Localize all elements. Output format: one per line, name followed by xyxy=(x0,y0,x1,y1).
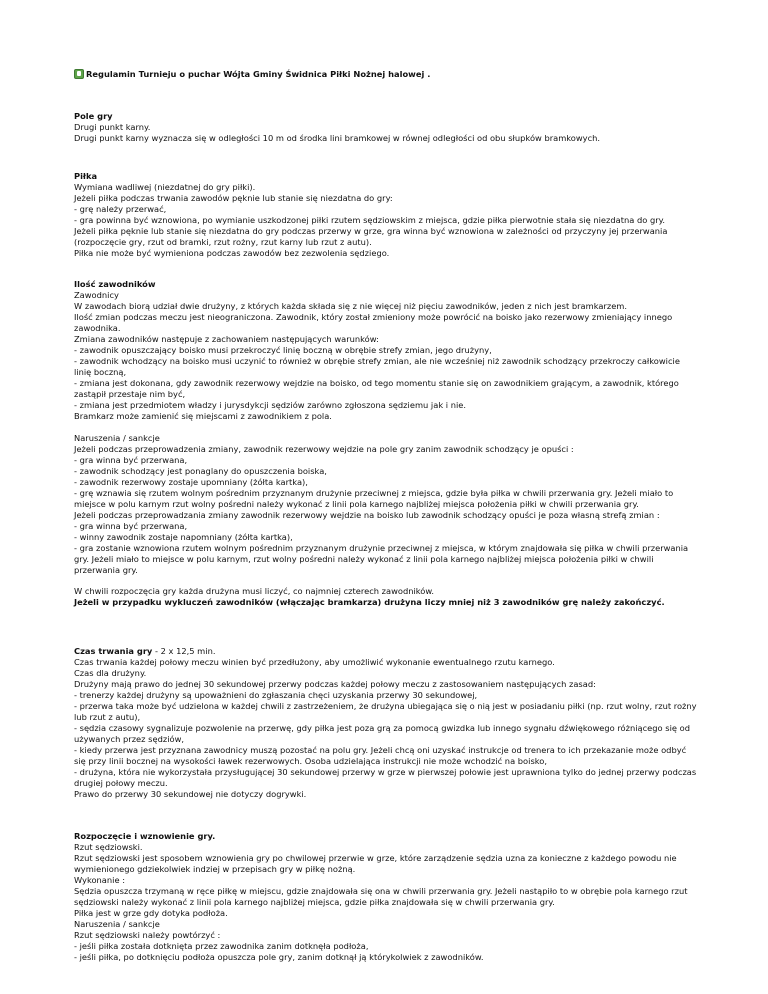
document-title xyxy=(74,68,698,80)
paragraph: - drużyna, która nie wykorzystała przysługującej 30 sekundowej przerwy w grze w pierwszej połowie jest uprawniona tylko do jednej przerwy podczas drugiej połowy meczu. xyxy=(74,767,697,788)
paragraph: - grę wznawia się rzutem wolnym pośrednim przyznanym drużynie przeciwnej z miejsca, gdzie była piłka w chwili przerwania gry. Jeżeli miało to miejsce w polu karnym rzut wolny pośredni należy wykonać z linii pola karnego najbliżej miejsca położenia piłki w chwili przerwania gry. xyxy=(74,488,674,509)
section-czas-trwania xyxy=(74,646,698,800)
section-heading-suffix: - 2 x 12,5 min. xyxy=(152,646,216,656)
paragraph: - zmiana jest dokonana, gdy zawodnik rezerwowy wejdzie na boisko, od tego momentu stanie się on zawodnikiem grającym, a zawodnik, którego zastąpił przestaje nim być, xyxy=(74,378,679,399)
paragraph: Drugi punkt karny. xyxy=(74,122,151,132)
section-pilka xyxy=(74,171,698,259)
paragraph: Jeżeli podczas przeprowadzania zmiany zawodnik rezerwowy wejdzie na boisko lub zawodnik schodzący opuści je poza własną strefą zmian : xyxy=(74,510,660,520)
section-heading: Pole gry xyxy=(74,111,113,121)
paragraph: - jeśli piłka, po dotknięciu podłoża opuszcza pole gry, zanim dotknął ją którykolwiek z zawodników. xyxy=(74,952,484,962)
paragraph: Bramkarz może zamienić się miejscami z zawodnikiem z pola. xyxy=(74,411,332,421)
paragraph: Piłka jest w grze gdy dotyka podłoża. xyxy=(74,908,228,918)
section-naruszenia xyxy=(74,433,698,576)
paragraph: - trenerzy każdej drużyny są upoważnieni do zgłaszania chęci uzyskania przerwy 30 sekundowej, xyxy=(74,690,478,700)
paragraph: - gra zostanie wznowiona rzutem wolnym pośrednim przyznanym drużynie przeciwnej z miejsca, w którym znajdowała się piłka w chwili przerwania gry. Jeżeli miało to miejsce w polu karnym, rzut wolny pośredni należy wykonać z linii pola karnego najbliżej miejsca położenia piłki w chwili przerwania gry. xyxy=(74,543,689,575)
paragraph: - gra winna być przerwana, xyxy=(74,521,188,531)
paragraph: - jeśli piłka została dotknięta przez zawodnika zanim dotknęła podłoża, xyxy=(74,941,369,951)
paragraph: Jeżeli podczas przeprowadzenia zmiany, zawodnik rezerwowy wejdzie na pole gry zanim zawodnik schodzący je opuści : xyxy=(74,444,574,454)
paragraph: Rzut sędziowski jest sposobem wznowienia gry po chwilowej przerwie w grze, które zarządzenie sędzia uzna za konieczne z każdego powodu nie wymienionego gdziekolwiek indziej w przepisach gry w piłkę nożną. xyxy=(74,853,677,874)
paragraph: Piłka nie może być wymieniona podczas zawodów bez zezwolenia sędziego. xyxy=(74,248,390,258)
paragraph: Czas dla drużyny. xyxy=(74,668,147,678)
document-icon xyxy=(74,69,84,79)
paragraph: Jeżeli piłka pęknie lub stanie się niezdatna do gry podczas przerwy w grze, gra winna być wznowiona w zależności od przyczyny jej przerwania (rozpoczęcie gry, rzut od bramki, rzut rożny, rzut karny lub rzut z autu). xyxy=(74,226,668,247)
paragraph: Drugi punkt karny wyznacza się w odległości 10 m od środka lini bramkowej w równej odległości od obu słupków bramkowych. xyxy=(74,133,601,143)
paragraph: W chwili rozpoczęcia gry każda drużyna musi liczyć, co najmniej czterech zawodników. xyxy=(74,586,435,596)
paragraph: - sędzia czasowy sygnalizuje pozwolenie na przerwę, gdy piłka jest poza grą za pomocą gwizdka lub innego sygnału dźwiękowego różniącego się od używanych przez sędziów, xyxy=(74,723,690,744)
paragraph: Jeżeli piłka podczas trwania zawodów pęknie lub stanie się niezdatna do gry: xyxy=(74,193,393,203)
paragraph: Zawodnicy xyxy=(74,290,119,300)
section-heading: Piłka xyxy=(74,171,98,181)
section-pole-gry xyxy=(74,111,698,144)
paragraph: Naruszenia / sankcje xyxy=(74,433,160,443)
paragraph: - winny zawodnik zostaje napomniany (żółta kartka), xyxy=(74,532,293,542)
document-page xyxy=(74,68,698,962)
document-title-text: Regulamin Turnieju o puchar Wójta Gminy Świdnica Piłki Nożnej halowej . xyxy=(86,68,431,79)
paragraph: - zawodnik opuszczający boisko musi przekroczyć linię boczną w obrębie strefy zmian, jego drużyny, xyxy=(74,345,492,355)
paragraph: Ilość zmian podczas meczu jest nieograniczona. Zawodnik, który został zmieniony może powrócić na boisko jako rezerwowy zmieniający innego zawodnika. xyxy=(74,312,673,333)
paragraph: - gra powinna być wznowiona, po wymianie uszkodzonej piłki rzutem sędziowskim z miejsca, gdzie piłka pierwotnie stała się niezdatna do gry. xyxy=(74,215,665,225)
paragraph: Sędzia opuszcza trzymaną w ręce piłkę w miejscu, gdzie znajdowała się ona w chwili przerwania gry. Jeżeli nastąpiło to w obrębie pola karnego rzut sędziowski należy wykonać z linii pola karnego najbliżej miejsca, gdzie piłka znajdowała się w chwili przerwania gry. xyxy=(74,886,688,907)
section-minimum-zawodnikow xyxy=(74,586,698,608)
paragraph: - przerwa taka może być udzielona w każdej chwili z zastrzeżeniem, że drużyna ubiegająca się o nią jest w posiadaniu piłki (np. rzut wolny, rzut rożny lub rzut z autu), xyxy=(74,701,697,722)
paragraph: - zawodnik rezerwowy zostaje upomniany (żółta kartka), xyxy=(74,477,308,487)
paragraph: Zmiana zawodników następuje z zachowaniem następujących warunków: xyxy=(74,334,379,344)
paragraph: - zawodnik schodzący jest ponaglany do opuszczenia boiska, xyxy=(74,466,327,476)
paragraph: Naruszenia / sankcje xyxy=(74,919,160,929)
paragraph: Rzut sędziowski. xyxy=(74,842,143,852)
paragraph: - gra winna być przerwana, xyxy=(74,455,188,465)
section-rozpoczecie xyxy=(74,831,698,963)
paragraph: Rzut sędziowski należy powtórzyć : xyxy=(74,930,221,940)
section-heading: Czas trwania gry xyxy=(74,646,153,656)
paragraph: - grę należy przerwać, xyxy=(74,204,167,214)
paragraph: - zmiana jest przedmiotem władzy i jurysdykcji sędziów zarówno zgłoszona sędziemu jak i nie. xyxy=(74,400,467,410)
paragraph: - zawodnik wchodzący na boisko musi uczynić to również w obrębie strefy zmian, ale nie wcześniej niż zawodnik schodzący przekroczy całkowicie linię boczną, xyxy=(74,356,680,377)
section-heading: Rozpoczęcie i wznowienie gry. xyxy=(74,831,216,841)
section-ilosc-zawodnikow xyxy=(74,279,698,422)
paragraph: Prawo do przerwy 30 sekundowej nie dotyczy dogrywki. xyxy=(74,789,307,799)
paragraph: W zawodach biorą udział dwie drużyny, z których każda składa się z nie więcej niż pięciu zawodników, jeden z nich jest bramkarzem. xyxy=(74,301,628,311)
section-heading: Ilość zawodników xyxy=(74,279,156,289)
paragraph-bold: Jeżeli w przypadku wykluczeń zawodników (włączając bramkarza) drużyna liczy mniej niż 3 zawodników grę należy zakończyć. xyxy=(74,597,665,607)
paragraph: Drużyny mają prawo do jednej 30 sekundowej przerwy podczas każdej połowy meczu z zastosowaniem następujących zasad: xyxy=(74,679,596,689)
paragraph: Wymiana wadliwej (niezdatnej do gry piłki). xyxy=(74,182,256,192)
paragraph: Wykonanie : xyxy=(74,875,125,885)
paragraph: - kiedy przerwa jest przyznana zawodnicy muszą pozostać na polu gry. Jeżeli chcą oni uzyskać instrukcje od trenera to ich przekazanie może odbyć się przy linii bocznej na wysokości ławek rezerwowych. Osoba udzielająca instrukcji nie może wchodzić na boisko, xyxy=(74,745,687,766)
paragraph: Czas trwania każdej połowy meczu winien być przedłużony, aby umożliwić wykonanie ewentualnego rzutu karnego. xyxy=(74,657,555,667)
